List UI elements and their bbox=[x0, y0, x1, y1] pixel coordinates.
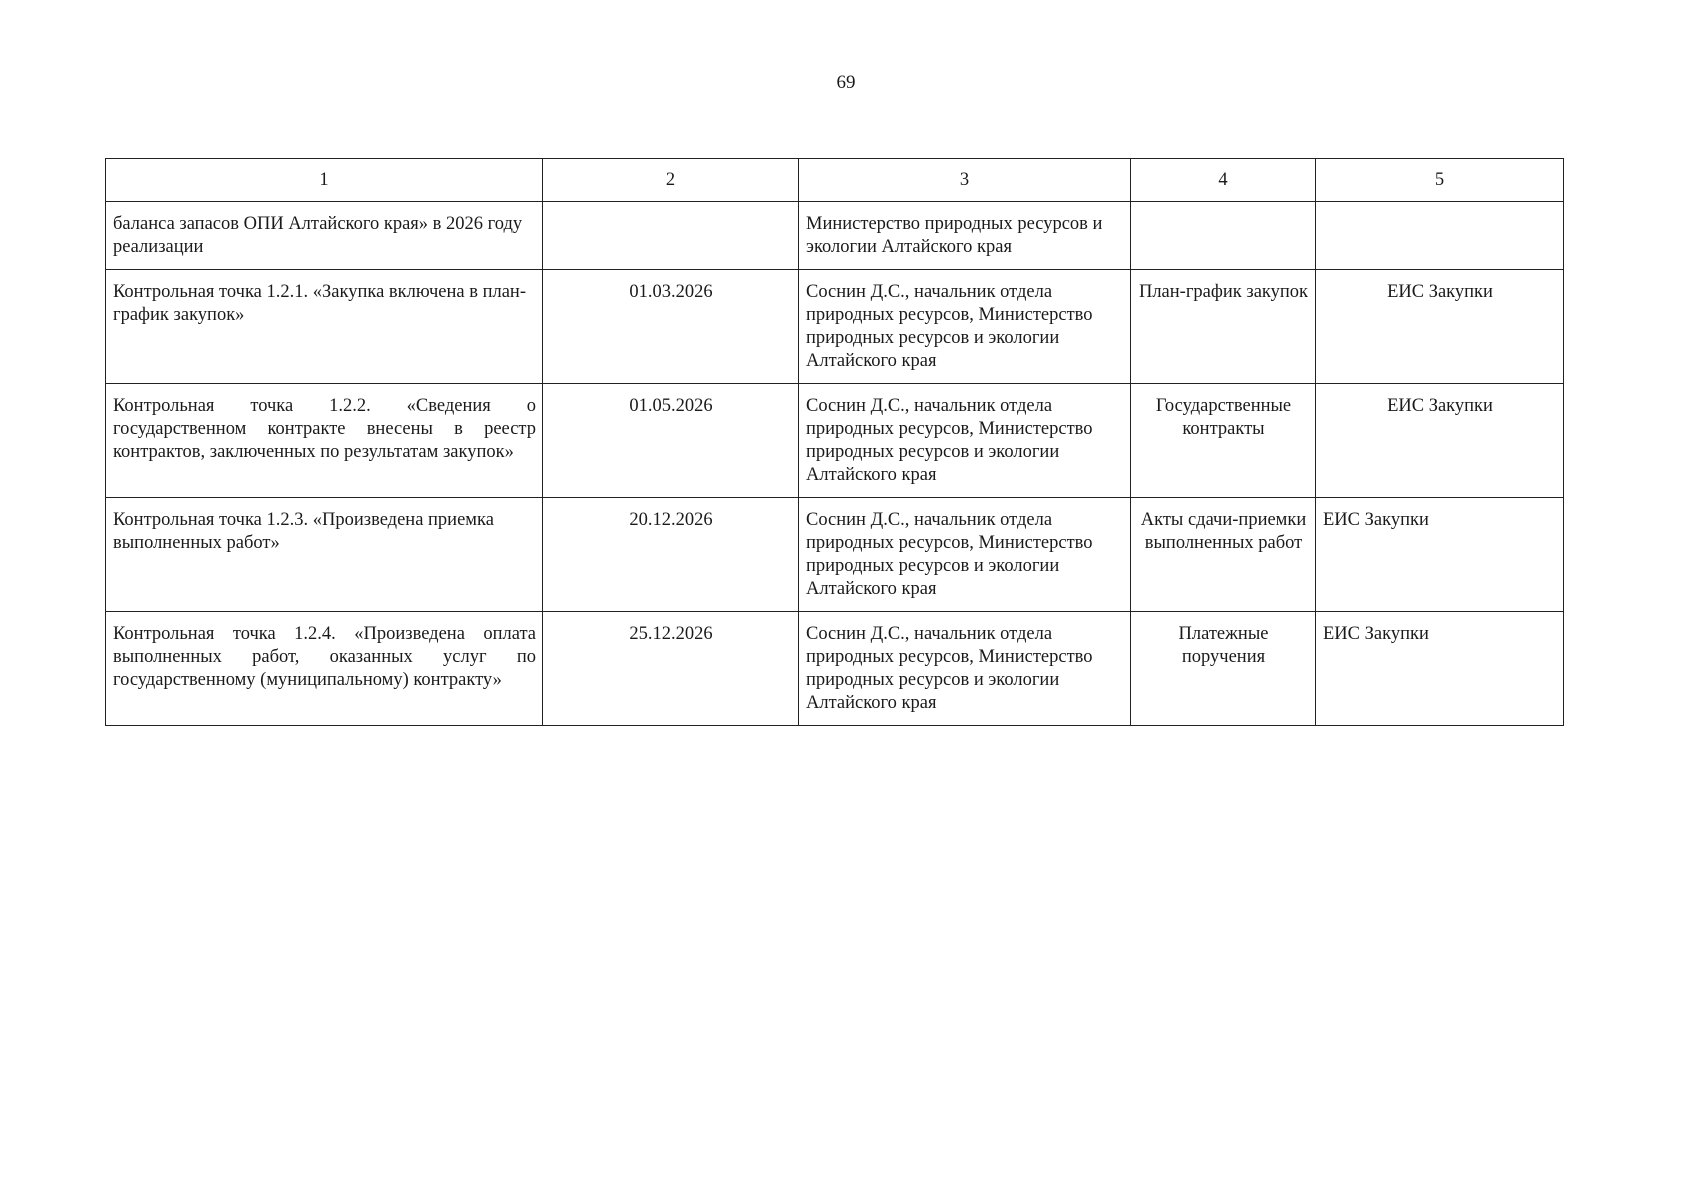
system-cell: ЕИС Закупки bbox=[1316, 498, 1564, 612]
table-row bbox=[106, 202, 1564, 270]
column-header-2: 2 bbox=[543, 159, 799, 202]
description-cell: баланса запасов ОПИ Алтайского края» в 2026 году реализации bbox=[106, 202, 543, 270]
table-header-row bbox=[106, 159, 1564, 202]
control-points-table bbox=[105, 158, 1564, 726]
responsible-cell: Соснин Д.С., начальник отдела природных ресурсов, Министерство природных ресурсов и экологии Алтайского края bbox=[799, 498, 1131, 612]
responsible-cell: Соснин Д.С., начальник отдела природных ресурсов, Министерство природных ресурсов и экологии Алтайского края bbox=[799, 384, 1131, 498]
date-cell: 01.05.2026 bbox=[543, 384, 799, 498]
column-header-1: 1 bbox=[106, 159, 543, 202]
table-row bbox=[106, 384, 1564, 498]
document-cell: План-график закупок bbox=[1131, 270, 1316, 384]
description-cell: Контрольная точка 1.2.1. «Закупка включена в план-график закупок» bbox=[106, 270, 543, 384]
date-cell: 25.12.2026 bbox=[543, 612, 799, 726]
document-cell: Акты сдачи-приемки выполненных работ bbox=[1131, 498, 1316, 612]
system-cell: ЕИС Закупки bbox=[1316, 270, 1564, 384]
system-cell bbox=[1316, 202, 1564, 270]
document-cell bbox=[1131, 202, 1316, 270]
system-cell: ЕИС Закупки bbox=[1316, 384, 1564, 498]
table-row bbox=[106, 498, 1564, 612]
document-cell: Государственные контракты bbox=[1131, 384, 1316, 498]
document-cell: Платежные поручения bbox=[1131, 612, 1316, 726]
responsible-cell: Министерство природных ресурсов и экологии Алтайского края bbox=[799, 202, 1131, 270]
table-row bbox=[106, 270, 1564, 384]
column-header-4: 4 bbox=[1131, 159, 1316, 202]
column-header-5: 5 bbox=[1316, 159, 1564, 202]
page-number: 69 bbox=[836, 72, 856, 93]
date-cell: 01.03.2026 bbox=[543, 270, 799, 384]
responsible-cell: Соснин Д.С., начальник отдела природных ресурсов, Министерство природных ресурсов и экологии Алтайского края bbox=[799, 270, 1131, 384]
description-cell: Контрольная точка 1.2.4. «Произведена оплата выполненных работ, оказанных услуг по государственному (муниципальному) контракту» bbox=[106, 612, 543, 726]
date-cell: 20.12.2026 bbox=[543, 498, 799, 612]
table-row bbox=[106, 612, 1564, 726]
column-header-3: 3 bbox=[799, 159, 1131, 202]
responsible-cell: Соснин Д.С., начальник отдела природных ресурсов, Министерство природных ресурсов и экологии Алтайского края bbox=[799, 612, 1131, 726]
date-cell bbox=[543, 202, 799, 270]
description-cell: Контрольная точка 1.2.2. «Сведения о государственном контракте внесены в реестр контрактов, заключенных по результатам закупок» bbox=[106, 384, 543, 498]
system-cell: ЕИС Закупки bbox=[1316, 612, 1564, 726]
description-cell: Контрольная точка 1.2.3. «Произведена приемка выполненных работ» bbox=[106, 498, 543, 612]
